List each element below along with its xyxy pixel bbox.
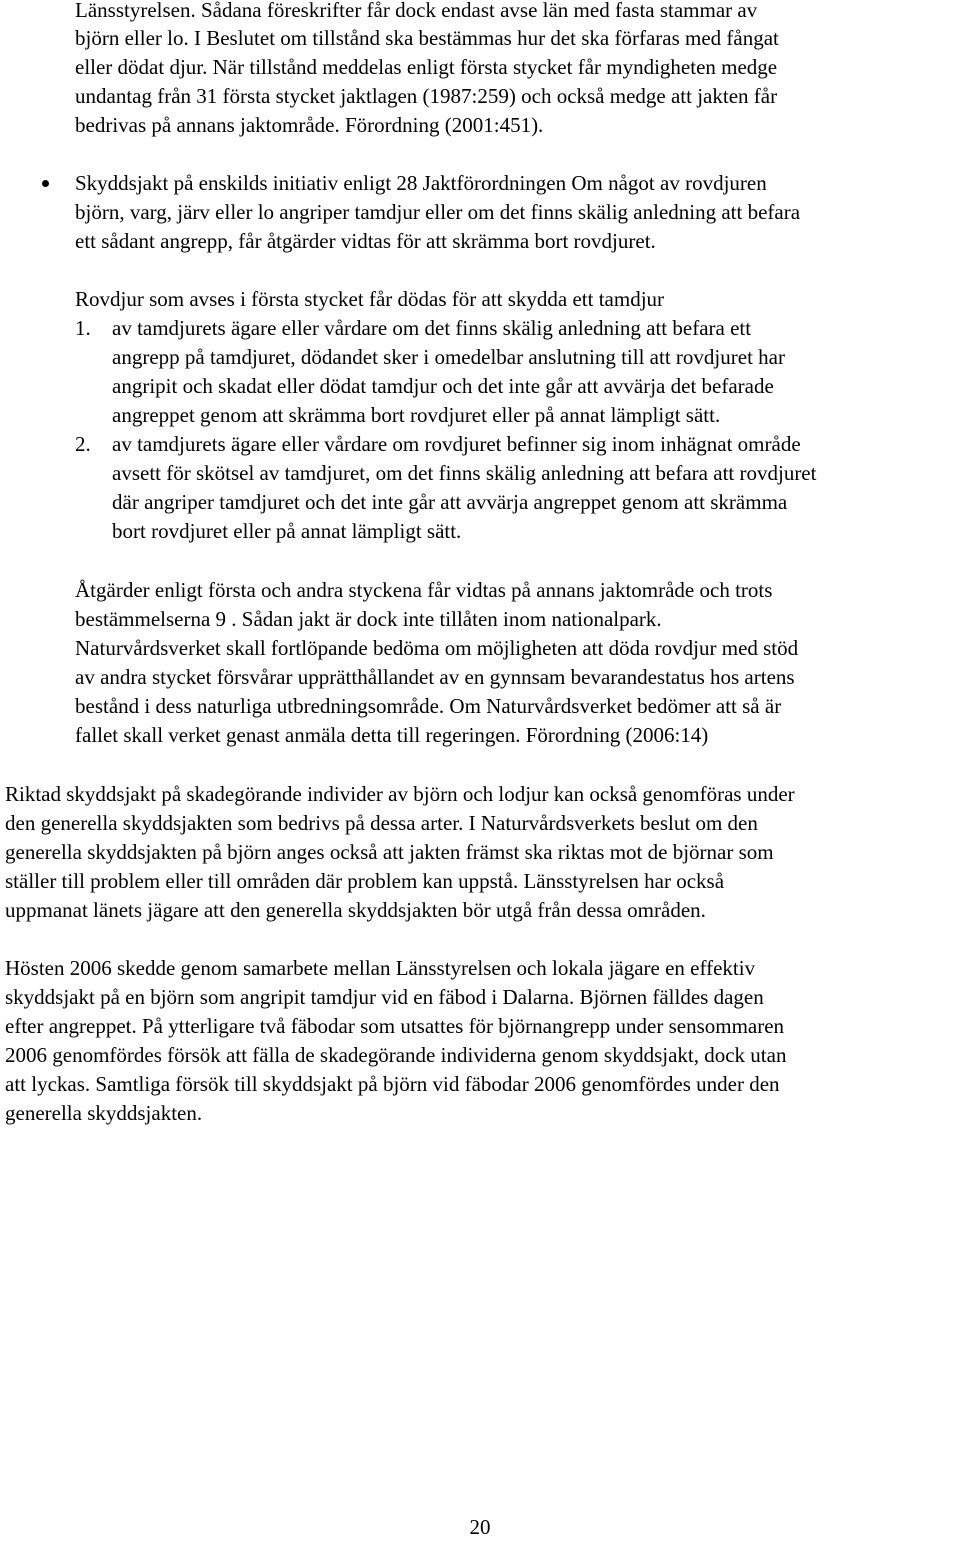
paragraph-line: att lyckas. Samtliga försök till skyddsjakt på björn vid fäbodar 2006 genomfördes under den: [5, 1072, 780, 1096]
paragraph-line: ställer till problem eller till områden där problem kan uppstå. Länsstyrelsen har också: [5, 869, 725, 893]
paragraph-line: Åtgärder enligt första och andra styckena får vidtas på annans jaktområde och trots: [75, 578, 773, 602]
page-number: 20: [469, 1515, 491, 1539]
paragraph-line: bestämmelserna 9 . Sådan jakt är dock inte tillåten inom nationalpark.: [75, 607, 662, 631]
paragraph-line: björn eller lo. I Beslutet om tillstånd ska bestämmas hur det ska förfaras med fångat: [75, 26, 779, 50]
list-item-number: 2.: [75, 432, 91, 456]
list-item-line: av tamdjurets ägare eller vårdare om det finns skälig anledning att befara ett: [112, 316, 752, 340]
paragraph-line: av andra stycket försvårar upprätthållandet av en gynnsam bevarandestatus hos artens: [75, 665, 795, 689]
list-item-line: angreppet genom att skrämma bort rovdjuret eller på annat lämpligt sätt.: [112, 403, 721, 427]
paragraph-line: Länsstyrelsen. Sådana föreskrifter får dock endast avse län med fasta stammar av: [75, 0, 758, 22]
paragraph-line: generella skyddsjakten.: [5, 1101, 203, 1125]
paragraph-line: den generella skyddsjakten som bedrivs på dessa arter. I Naturvårdsverkets beslut om den: [5, 811, 758, 835]
list-item-line: bort rovdjuret eller på annat lämpligt sätt.: [112, 519, 462, 543]
paragraph-line: bestånd i dess naturliga utbredningsområde. Om Naturvårdsverket bedömer att så är: [75, 694, 782, 718]
paragraph-line: uppmanat länets jägare att den generella skyddsjakten bör utgå från dessa områden.: [5, 898, 706, 922]
paragraph-line: Riktad skyddsjakt på skadegörande individer av björn och lodjur kan också genomföras under: [5, 782, 795, 806]
bullet-line: björn, varg, järv eller lo angriper tamdjur eller om det finns skälig anledning att befara: [75, 200, 801, 224]
list-item-line: angrepp på tamdjuret, dödandet sker i omedelbar anslutning till att rovdjuret har: [112, 345, 785, 369]
paragraph-line: fallet skall verket genast anmäla detta till regeringen. Förordning (2006:14): [75, 723, 709, 747]
bullet-line: Skyddsjakt på enskilds initiativ enligt 28 Jaktförordningen Om något av rovdjuren: [75, 171, 767, 195]
paragraph-line: Hösten 2006 skedde genom samarbete mellan Länsstyrelsen och lokala jägare en effektiv: [5, 956, 756, 980]
paragraph-line: 2006 genomfördes försök att fälla de skadegörande individerna genom skyddsjakt, dock utan: [5, 1043, 787, 1067]
bullet-line: ett sådant angrepp, får åtgärder vidtas för att skrämma bort rovdjuret.: [75, 229, 656, 253]
paragraph-line: skyddsjakt på en björn som angripit tamdjur vid en fäbod i Dalarna. Björnen fälldes dagen: [5, 985, 764, 1009]
paragraph-line: bedrivas på annans jaktområde. Förordning (2001:451).: [75, 113, 544, 137]
list-item-line: avsett för skötsel av tamdjuret, om det finns skälig anledning att befara att rovdjuret: [112, 461, 817, 485]
paragraph-line: eller dödat djur. När tillstånd meddelas enligt första stycket får myndigheten medge: [75, 55, 778, 79]
subheading: Rovdjur som avses i första stycket får dödas för att skydda ett tamdjur: [75, 287, 665, 311]
paragraph-line: undantag från 31 första stycket jaktlagen (1987:259) och också medge att jakten får: [75, 84, 778, 108]
paragraph-line: Naturvårdsverket skall fortlöpande bedöma om möjligheten att döda rovdjur med stöd: [75, 636, 799, 660]
list-item-line: där angriper tamdjuret och det inte går att avvärja angreppet genom att skrämma: [112, 490, 788, 514]
list-item-line: angripit och skadat eller dödat tamdjur och det inte går att avvärja det befarade: [112, 374, 774, 398]
paragraph-line: efter angreppet. På ytterligare två fäbodar som utsattes för björnangrepp under sensommaren: [5, 1014, 785, 1038]
paragraph-line: generella skyddsjakten på björn anges också att jakten främst ska riktas mot de björnar som: [5, 840, 774, 864]
list-item-line: av tamdjurets ägare eller vårdare om rovdjuret befinner sig inom inhägnat område: [112, 432, 801, 456]
bullet-icon: [42, 180, 49, 187]
list-item-number: 1.: [75, 316, 91, 340]
